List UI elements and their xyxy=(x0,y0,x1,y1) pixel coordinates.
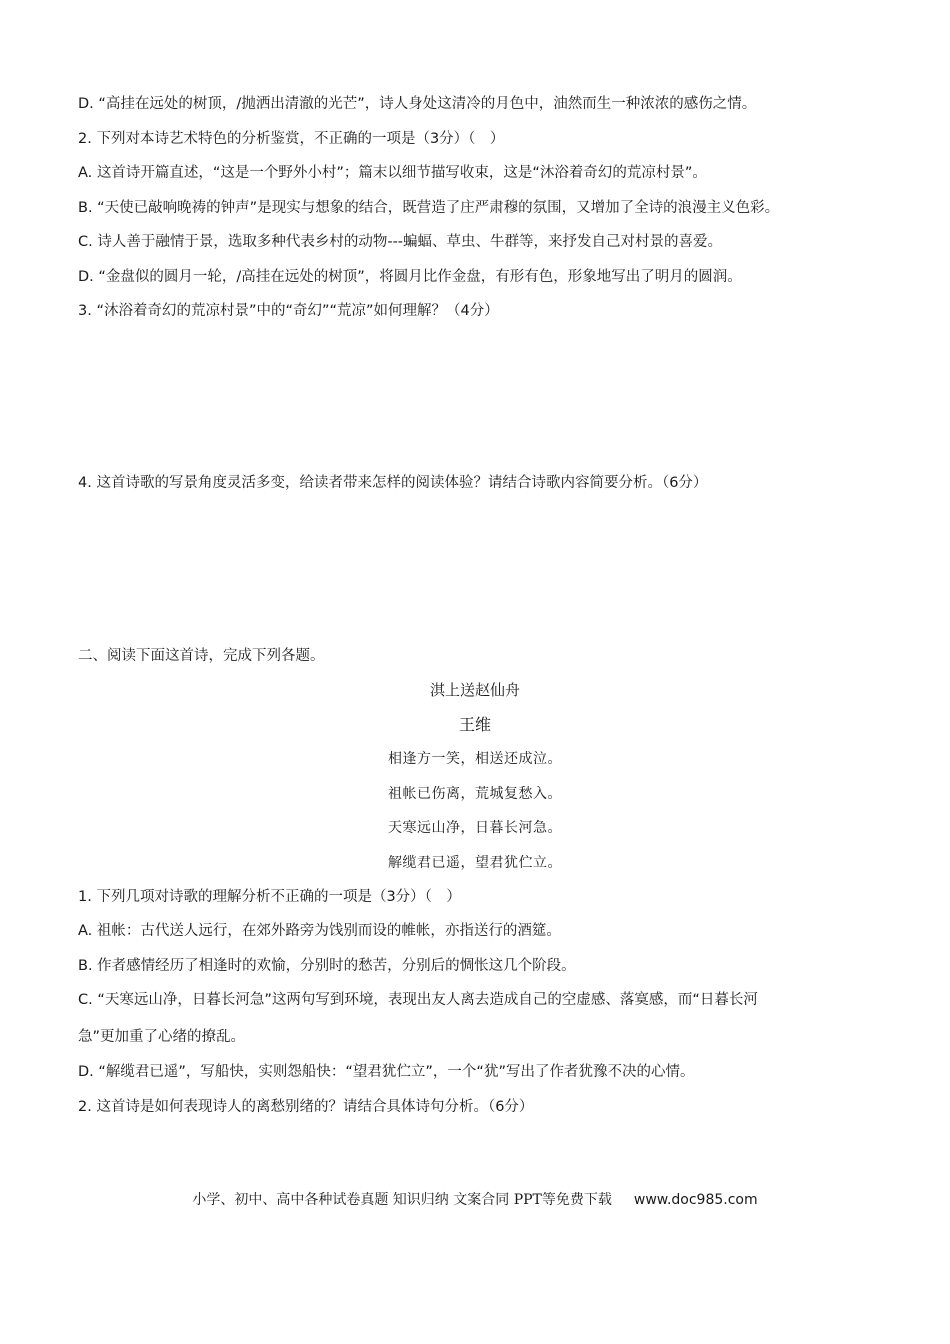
poem-line: 天寒远山净，日暮长河急。 xyxy=(388,820,562,836)
option-d2-part1: D. “金盘似的圆月一轮，/高挂在远处的树顶”，将圆月比作金盘，有形有色，形象地写出了明月的圆润。 xyxy=(78,269,742,285)
option-c-part2-continued: 急”更加重了心绪的撩乱。 xyxy=(78,1029,246,1045)
option-c-part2: C. “天寒远山净，日暮长河急”这两句写到环境，表现出友人离去造成自己的空虚感、落寞感，而“日暮长河 xyxy=(78,992,758,1008)
footer-url-link[interactable]: www.doc985.com xyxy=(633,1192,758,1208)
poem-line: 祖帐已伤离，荒城复愁入。 xyxy=(388,786,562,802)
poem-line: 相逢方一笑，相送还成泣。 xyxy=(388,751,562,767)
question-2-part1: 2. 下列对本诗艺术特色的分析鉴赏，不正确的一项是（3分）（ ） xyxy=(78,131,505,147)
question-1-part2: 1. 下列几项对诗歌的理解分析不正确的一项是（3分）（ ） xyxy=(78,889,461,905)
option-a-part2: A. 祖帐：古代送人远行，在郊外路旁为饯别而设的帷帐，亦指送行的酒筵。 xyxy=(78,923,561,939)
option-a-part1: A. 这首诗开篇直述，“这是一个野外小村”；篇末以细节描写收束，这是“沐浴着奇幻的荒凉村景”。 xyxy=(78,165,707,181)
footer-text: 小学、初中、高中各种试卷真题 知识归纳 文案合同 PPT等免费下载 xyxy=(192,1192,612,1208)
option-d-part2: D. “解缆君已遥”，写船快，实则怨船快：“望君犹伫立”，一个“犹”写出了作者犹豫不决的心情。 xyxy=(78,1064,695,1080)
poem-author: 王维 xyxy=(458,715,491,734)
option-b-part2: B. 作者感情经历了相逢时的欢愉，分别时的愁苦，分别后的惆怅这几个阶段。 xyxy=(78,958,576,974)
section-2-heading: 二、阅读下面这首诗，完成下列各题。 xyxy=(78,648,325,664)
option-b-part1: B. “天使已敲响晚祷的钟声”是现实与想象的结合，既营造了庄严肃穆的氛围，又增加了全诗的浪漫主义色彩。 xyxy=(78,200,780,216)
poem-title: 淇上送赵仙舟 xyxy=(429,681,520,699)
option-c-part1: C. 诗人善于融情于景，选取多种代表乡村的动物---蝙蝠、草虫、牛群等，来抒发自己对村景的喜爱。 xyxy=(78,234,723,250)
question-3-part1: 3. “沐浴着奇幻的荒凉村景”中的“奇幻”“荒凉”如何理解？（4分） xyxy=(78,303,499,319)
question-4-part1: 4. 这首诗歌的写景角度灵活多变，给读者带来怎样的阅读体验？请结合诗歌内容简要分析。（6分） xyxy=(78,475,708,491)
poem-line: 解缆君已遥，望君犹伫立。 xyxy=(388,855,562,871)
page-footer xyxy=(0,1190,950,1210)
question-2-part2: 2. 这首诗是如何表现诗人的离愁别绪的？请结合具体诗句分析。（6分） xyxy=(78,1099,534,1115)
option-d-part1: D. “高挂在远处的树顶，/抛洒出清澈的光芒”，诗人身处这清冷的月色中，油然而生一种浓浓的感伤之情。 xyxy=(78,96,757,112)
